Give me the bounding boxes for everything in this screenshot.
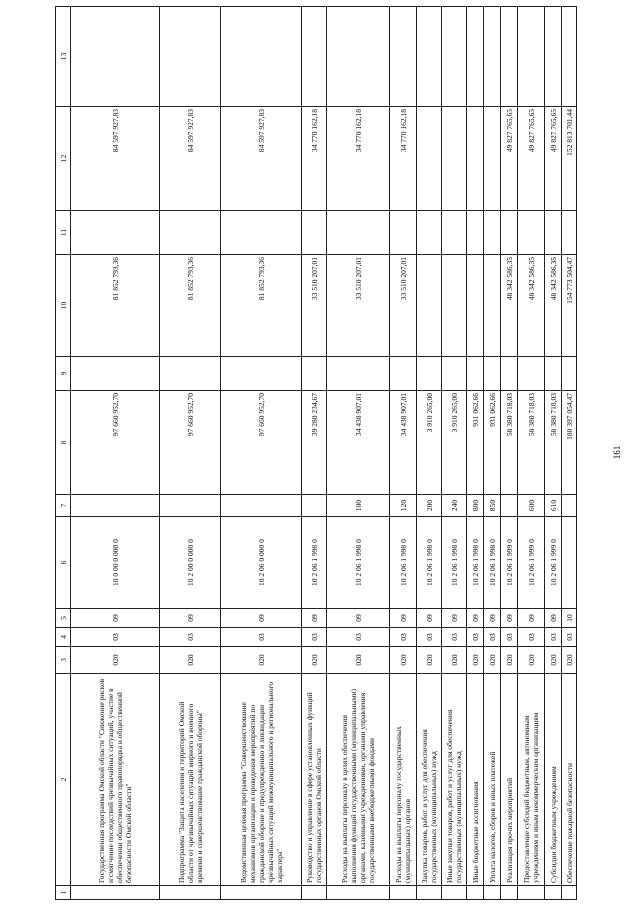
row-name-cell: Предоставление субсидий бюджетным, автономным учреждениям и иным некоммерческим организациям	[518, 674, 545, 886]
table-cell: 48 342 586,35	[501, 255, 518, 357]
table-cell: 34 438 907,01	[390, 391, 417, 495]
table-cell: 49 827 765,65	[518, 107, 545, 211]
table-cell	[518, 7, 545, 107]
table-cell	[501, 7, 518, 107]
row-name-cell: Подпрограмма "Защита населения и территорий Омской области от чрезвычайных ситуаций мирного и военного времени и совершенствование гражданской обороны"	[160, 674, 221, 886]
table-cell: 03	[417, 628, 442, 647]
table-cell: 09	[160, 609, 221, 628]
table-cell: 58 380 718,03	[518, 391, 545, 495]
column-header: 2	[56, 674, 71, 886]
table-cell	[545, 7, 562, 107]
header-row	[56, 7, 71, 900]
table-row	[160, 7, 221, 900]
table-cell: 09	[545, 609, 562, 628]
table-cell	[467, 7, 484, 107]
table-cell: 120	[390, 495, 417, 517]
table-cell	[442, 886, 467, 900]
table-row	[327, 7, 390, 900]
table-cell: 03	[442, 628, 467, 647]
table-cell: 39 280 234,67	[302, 391, 327, 495]
table-cell	[562, 7, 577, 107]
table-cell	[562, 495, 577, 517]
table-cell: 81 852 793,36	[71, 255, 160, 357]
table-cell	[518, 886, 545, 900]
table-cell: 020	[302, 647, 327, 674]
table-cell	[518, 211, 545, 255]
table-cell: 34 438 907,01	[327, 391, 390, 495]
table-cell: 09	[71, 609, 160, 628]
table-cell: 10 2 06 1 998 0	[484, 517, 501, 609]
table-cell: 100	[327, 495, 390, 517]
table-cell: 09	[302, 609, 327, 628]
column-header: 7	[56, 495, 71, 517]
table-cell: 020	[545, 647, 562, 674]
table-cell: 020	[467, 647, 484, 674]
table-cell	[302, 211, 327, 255]
table-cell: 10 2 06 1 998 0	[467, 517, 484, 609]
row-name-cell: Руководство и управление в сфере установленных функций государственных органов Омской области	[302, 674, 327, 886]
table-cell: 97 660 952,70	[221, 391, 302, 495]
table-cell: 09	[221, 609, 302, 628]
table-cell	[484, 211, 501, 255]
table-cell: 154 773 504,47	[562, 255, 577, 357]
table-cell: 03	[467, 628, 484, 647]
table-cell	[71, 886, 160, 900]
column-header: 12	[56, 107, 71, 211]
table-cell	[160, 7, 221, 107]
table-row	[484, 7, 501, 900]
table-cell	[501, 886, 518, 900]
table-cell: 03	[390, 628, 417, 647]
table-cell: 10 2 06 1 999 0	[545, 517, 562, 609]
table-cell	[390, 357, 417, 391]
table-cell	[71, 357, 160, 391]
table-cell: 10 2 06 1 998 0	[302, 517, 327, 609]
table-cell	[221, 211, 302, 255]
table-cell	[442, 211, 467, 255]
row-name-cell: Иные бюджетные ассигнования	[467, 674, 484, 886]
table-cell	[160, 357, 221, 391]
table-cell: 34 770 162,18	[327, 107, 390, 211]
row-name-cell: Расходы на выплаты персоналу государственных (муниципальных) органов	[390, 674, 417, 886]
table-cell: 020	[327, 647, 390, 674]
table-cell: 10 2 06 1 998 0	[417, 517, 442, 609]
table-row	[390, 7, 417, 900]
table-cell	[484, 7, 501, 107]
column-header: 3	[56, 647, 71, 674]
table-cell	[442, 7, 467, 107]
table-cell	[562, 211, 577, 255]
table-cell: 10	[562, 609, 577, 628]
table-cell: 10 2 00 0 000 0	[160, 517, 221, 609]
table-cell: 020	[484, 647, 501, 674]
table-cell: 33 510 207,01	[302, 255, 327, 357]
table-cell: 610	[545, 495, 562, 517]
table-row	[302, 7, 327, 900]
table-cell	[467, 107, 484, 211]
table-cell	[390, 886, 417, 900]
table-cell: 84 597 927,83	[160, 107, 221, 211]
table-cell: 09	[327, 609, 390, 628]
table-cell: 10 2 06 1 998 0	[327, 517, 390, 609]
table-cell: 240	[442, 495, 467, 517]
table-cell	[71, 211, 160, 255]
column-header: 1	[56, 886, 71, 900]
table-cell: 58 380 718,03	[545, 391, 562, 495]
table-cell	[302, 7, 327, 107]
table-cell	[327, 357, 390, 391]
table-cell: 800	[467, 495, 484, 517]
table-cell: 03	[501, 628, 518, 647]
table-cell: 03	[160, 628, 221, 647]
column-header: 10	[56, 255, 71, 357]
table-cell: 03	[545, 628, 562, 647]
table-cell: 09	[390, 609, 417, 628]
table-cell	[545, 357, 562, 391]
table-cell	[562, 886, 577, 900]
table-cell	[501, 357, 518, 391]
table-cell	[467, 255, 484, 357]
table-cell: 09	[501, 609, 518, 628]
page-number: 161	[612, 445, 622, 460]
table-cell	[545, 211, 562, 255]
table-cell	[390, 211, 417, 255]
table-cell	[417, 886, 442, 900]
table-cell: 03	[71, 628, 160, 647]
table-cell: 81 852 793,36	[160, 255, 221, 357]
table-cell: 020	[390, 647, 417, 674]
table-cell: 020	[518, 647, 545, 674]
table-cell	[484, 886, 501, 900]
table-cell: 600	[518, 495, 545, 517]
table-cell	[417, 107, 442, 211]
table-cell: 020	[562, 647, 577, 674]
table-cell	[442, 107, 467, 211]
column-header: 13	[56, 7, 71, 107]
table-cell: 850	[484, 495, 501, 517]
column-header: 9	[56, 357, 71, 391]
table-cell: 10 2 06 1 999 0	[518, 517, 545, 609]
table-cell: 10 2 06 0 000 0	[221, 517, 302, 609]
table-cell	[302, 886, 327, 900]
table-cell: 3 910 265,00	[442, 391, 467, 495]
table-cell: 180 397 054,47	[562, 391, 577, 495]
table-cell: 09	[467, 609, 484, 628]
table-cell	[71, 495, 160, 517]
table-cell: 03	[302, 628, 327, 647]
column-header: 6	[56, 517, 71, 609]
table-cell	[467, 886, 484, 900]
table-cell	[221, 495, 302, 517]
table-cell	[442, 255, 467, 357]
column-header: 5	[56, 609, 71, 628]
table-cell	[501, 495, 518, 517]
table-cell	[221, 7, 302, 107]
table-cell	[442, 357, 467, 391]
table-cell	[417, 7, 442, 107]
table-cell: 34 770 162,18	[390, 107, 417, 211]
table-cell: 10 2 06 1 998 0	[442, 517, 467, 609]
table-cell: 33 510 207,01	[390, 255, 417, 357]
table-cell	[562, 517, 577, 609]
table-cell	[562, 357, 577, 391]
table-cell: 49 827 765,65	[545, 107, 562, 211]
table-cell: 58 380 718,03	[501, 391, 518, 495]
table-cell	[390, 7, 417, 107]
table-cell	[327, 211, 390, 255]
table-row	[545, 7, 562, 900]
table-cell: 09	[484, 609, 501, 628]
column-header: 4	[56, 628, 71, 647]
table-cell	[417, 357, 442, 391]
table-cell: 34 770 162,18	[302, 107, 327, 211]
table-cell	[501, 211, 518, 255]
table-cell	[160, 211, 221, 255]
table-cell: 03	[484, 628, 501, 647]
table-cell: 49 827 765,65	[501, 107, 518, 211]
table-cell: 33 510 207,01	[327, 255, 390, 357]
table-cell	[417, 211, 442, 255]
table-cell: 020	[71, 647, 160, 674]
table-cell: 03	[221, 628, 302, 647]
column-header: 8	[56, 391, 71, 495]
table-cell	[545, 886, 562, 900]
row-name-cell: Субсидии бюджетным учреждениям	[545, 674, 562, 886]
table-cell: 48 342 586,35	[518, 255, 545, 357]
table-row	[518, 7, 545, 900]
table-cell: 81 852 793,36	[221, 255, 302, 357]
table-cell: 09	[442, 609, 467, 628]
table-cell	[327, 7, 390, 107]
table-cell: 03	[518, 628, 545, 647]
table-cell: 84 597 927,83	[71, 107, 160, 211]
table-cell: 020	[417, 647, 442, 674]
table-cell: 931 062,66	[467, 391, 484, 495]
table-row	[562, 7, 577, 900]
table-cell: 97 660 952,70	[71, 391, 160, 495]
table-cell	[71, 7, 160, 107]
table-cell	[518, 357, 545, 391]
table-cell	[327, 886, 390, 900]
table-cell: 152 813 701,44	[562, 107, 577, 211]
table-row	[467, 7, 484, 900]
table-cell: 09	[518, 609, 545, 628]
row-name-cell: Реализация прочих мероприятий	[501, 674, 518, 886]
table-cell	[302, 357, 327, 391]
table-row	[417, 7, 442, 900]
table-cell	[302, 495, 327, 517]
table-cell: 10 0 00 0 000 0	[71, 517, 160, 609]
table-cell: 03	[327, 628, 390, 647]
table-cell	[467, 357, 484, 391]
table-cell: 020	[221, 647, 302, 674]
table-cell	[417, 255, 442, 357]
table-cell: 3 910 265,00	[417, 391, 442, 495]
table-cell: 020	[160, 647, 221, 674]
table-cell: 931 062,66	[484, 391, 501, 495]
row-name-cell: Ведомственная целевая программа "Совершенствование механизмов организации и проведения мероприятий по гражданской обороне и предупреждению и ликвидации чрезвычайных ситуаций межмуниципального и регионального характера"	[221, 674, 302, 886]
table-cell: 020	[501, 647, 518, 674]
budget-table	[55, 6, 577, 900]
table-cell: 020	[442, 647, 467, 674]
table-cell: 200	[417, 495, 442, 517]
table-cell	[484, 255, 501, 357]
table-cell	[160, 495, 221, 517]
table-cell	[484, 357, 501, 391]
table-cell: 84 597 927,83	[221, 107, 302, 211]
row-name-cell: Государственная программа Омской области "Снижение рисков и смягчение последствий чрезвычайных ситуаций, участие в обеспечении общественного правопорядка и общественной безопасности Омской области"	[71, 674, 160, 886]
table-row	[442, 7, 467, 900]
row-name-cell: Расходы на выплаты персоналу в целях обеспечения выполнения функций государственными (муниципальными) органами, казенными учреждениями, органами управления государственными внебюджетными фондами	[327, 674, 390, 886]
table-cell: 10 2 06 1 998 0	[390, 517, 417, 609]
table-cell	[221, 357, 302, 391]
table-cell: 97 660 952,70	[160, 391, 221, 495]
row-name-cell: Закупка товаров, работ и услуг для обеспечения государственных (муниципальных) нужд	[417, 674, 442, 886]
table-cell	[467, 211, 484, 255]
table-cell: 48 342 586,35	[545, 255, 562, 357]
table-cell	[221, 886, 302, 900]
table-row	[221, 7, 302, 900]
table-cell	[484, 107, 501, 211]
table-row	[501, 7, 518, 900]
row-name-cell: Уплата налогов, сборов и иных платежей	[484, 674, 501, 886]
table-cell: 09	[417, 609, 442, 628]
row-name-cell: Иные закупки товаров, работ и услуг для обеспечения государственных (муниципальных) нужд	[442, 674, 467, 886]
table-cell: 03	[562, 628, 577, 647]
table-body	[71, 7, 577, 900]
column-header: 11	[56, 211, 71, 255]
table-cell	[160, 886, 221, 900]
row-name-cell: Обеспечение пожарной безопасности	[562, 674, 577, 886]
table-cell: 10 2 06 1 999 0	[501, 517, 518, 609]
table-row	[71, 7, 160, 900]
